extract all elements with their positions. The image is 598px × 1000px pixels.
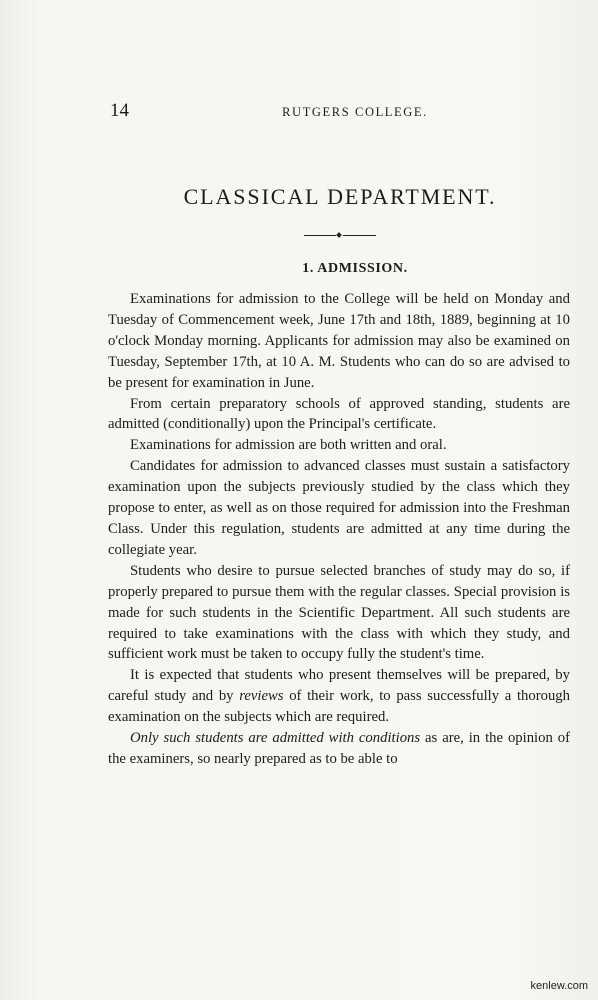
watermark: kenlew.com bbox=[530, 980, 588, 992]
reviews-italic: reviews bbox=[239, 688, 284, 705]
conditions-italic: Only such students are admitted with conditions bbox=[130, 730, 421, 747]
reviews-text-before: It is expected that students who present themselves will be prepared, by careful study and by bbox=[108, 667, 570, 705]
conditions-text-after: as are, in the opinion of the examiners, so nearly prepared as to be able to bbox=[108, 730, 570, 767]
ornament-line-right bbox=[343, 235, 376, 236]
running-title: RUTGERS COLLEGE. bbox=[282, 105, 428, 119]
paragraph-selected-branches: Students who desire to pursue selected branches of study may do so, if properly prepared to pursue them with the regular classes. Special provision is made for such students in the Scientific Department. All such students are required to take examinations with the class with which they study, and sufficient work must be taken to occupy fully the student's time. bbox=[108, 562, 570, 663]
ornament-line-left bbox=[304, 235, 336, 236]
page-number: 14 bbox=[110, 100, 129, 121]
paragraph-conditions bbox=[108, 728, 570, 770]
paragraph-reviews bbox=[108, 665, 570, 728]
section-heading: 1. ADMISSION. bbox=[302, 261, 408, 276]
reviews-text-after: of their work, to pass successfully a thorough examination on the subjects which are required. bbox=[108, 688, 570, 726]
ornament-divider bbox=[304, 233, 376, 239]
ornament-diamond-icon bbox=[336, 232, 342, 238]
paragraph-advanced-classes: Candidates for admission to advanced classes must sustain a satisfactory examination upon the subjects previously studied by the class which they propose to enter, as well as on those required for admission into the Freshman Class. Under this regulation, students are admitted at any time during the collegiate year. bbox=[108, 458, 570, 558]
paragraph-certificate: From certain preparatory schools of approved standing, students are admitted (conditionally) upon the Principal's certificate. bbox=[108, 395, 570, 433]
body-text bbox=[108, 289, 570, 770]
paragraph-examinations: Examinations for admission to the College will be held on Monday and Tuesday of Commencement week, June 17th and 18th, 1889, beginning at 10 o'clock Monday morning. Applicants for admission may also be examined on Tuesday, September 17th, at 10 A. M. Students who can do so are advised to be present for examination in June. bbox=[108, 291, 570, 391]
department-title: CLASSICAL DEPARTMENT. bbox=[183, 184, 497, 209]
paragraph-written-oral: Examinations for admission are both written and oral. bbox=[130, 437, 447, 454]
running-head bbox=[110, 100, 570, 124]
